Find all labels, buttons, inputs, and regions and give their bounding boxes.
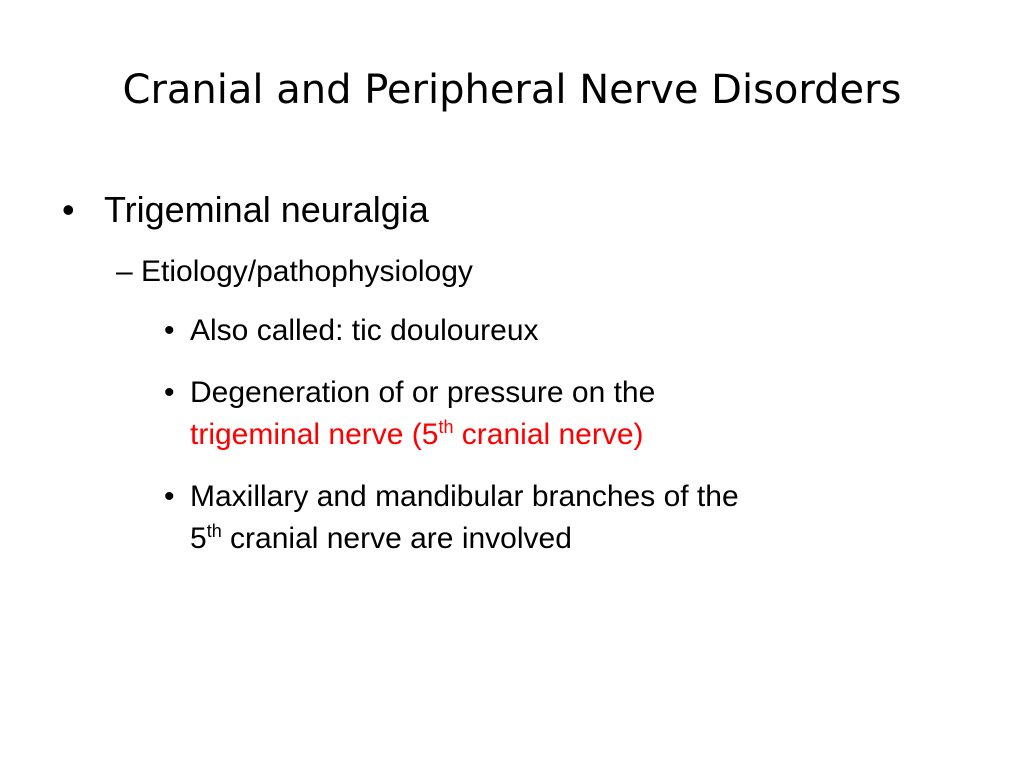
- bullet-text: Trigeminal neuralgia: [104, 189, 429, 230]
- bullet-level2-etiology: – Etiology/pathophysiology: [116, 255, 473, 288]
- highlight-prefix: trigeminal nerve (5: [190, 418, 439, 451]
- bullet-text-line2: [190, 522, 572, 555]
- bullet-text: [190, 372, 655, 456]
- line2-prefix: 5: [190, 522, 207, 555]
- bullet-dot-icon: •: [164, 376, 175, 409]
- line2-suffix: cranial nerve are involved: [221, 522, 572, 555]
- bullet-text: Also called: tic douloureux: [190, 314, 539, 347]
- bullet-dot-icon: •: [62, 189, 75, 230]
- bullet-text: [190, 476, 739, 560]
- ordinal-superscript: th: [438, 417, 454, 437]
- bullet-text-line1: Degeneration of or pressure on the: [190, 376, 656, 409]
- bullet-dot-icon: •: [164, 314, 175, 347]
- ordinal-superscript: th: [206, 521, 222, 541]
- bullet-dot-icon: •: [164, 480, 175, 513]
- bullet-text-line1: Maxillary and mandibular branches of the: [190, 480, 739, 513]
- slide-title: Cranial and Peripheral Nerve Disorders: [122, 67, 902, 113]
- bullet-text-line2-highlight: [190, 418, 644, 451]
- highlight-suffix: cranial nerve): [453, 418, 644, 451]
